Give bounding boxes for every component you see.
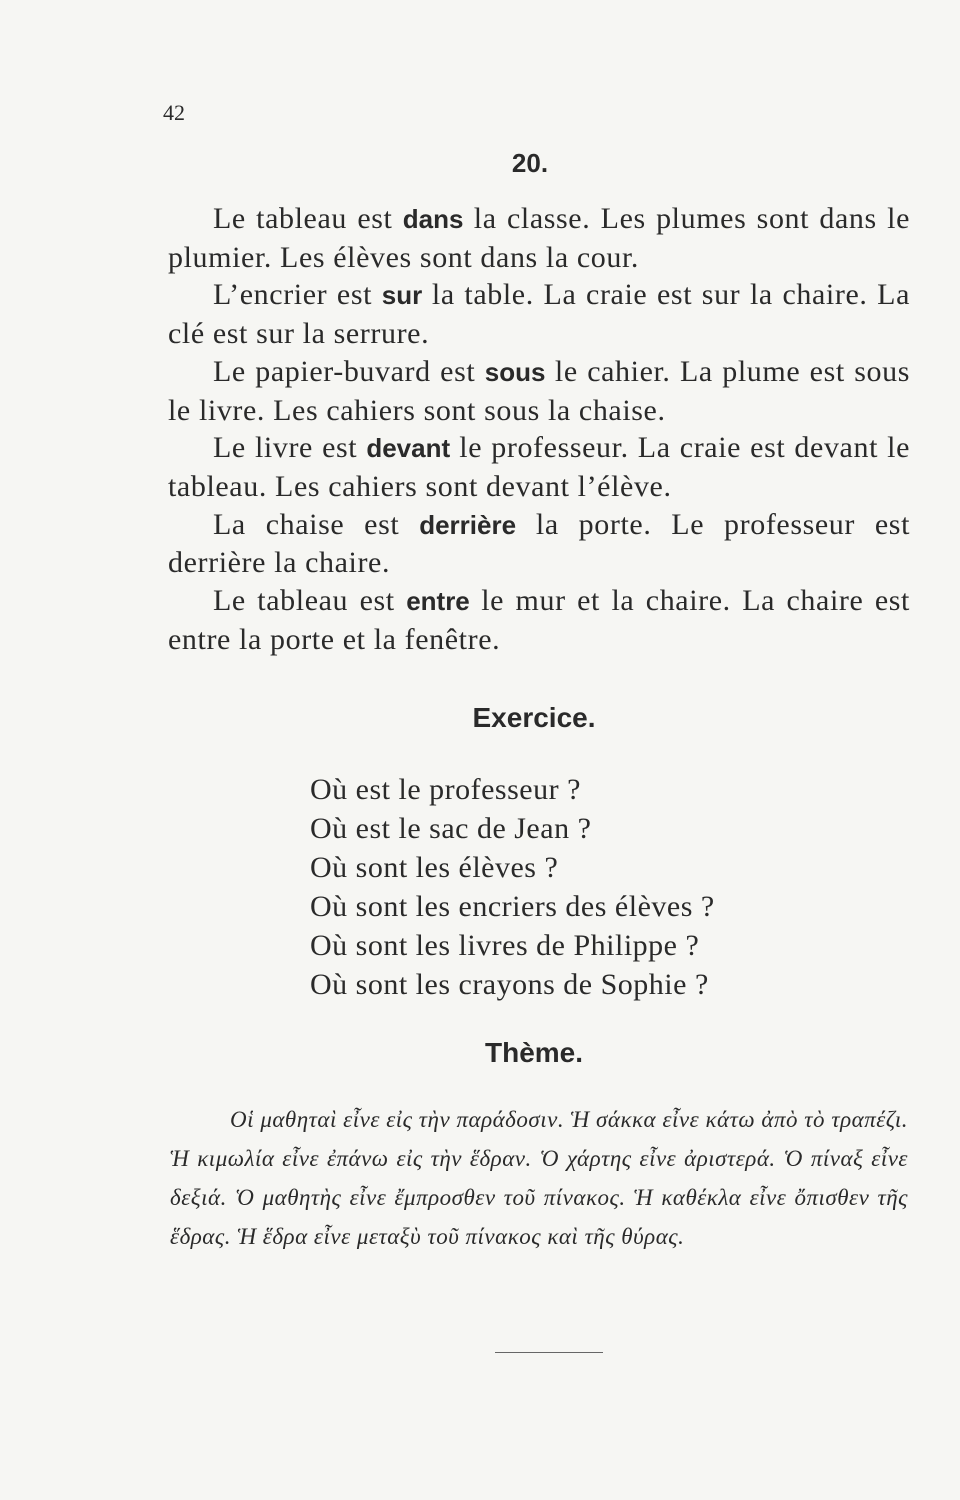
paragraph-text: La chaise est xyxy=(213,507,420,541)
theme-paragraph: Οἱ μαθηταὶ εἶνε εἰς τὴν παράδοσιν. Ἡ σάκκα εἶνε κάτω ἀπὸ τὸ τραπέζι. Ἡ κιμωλία εἶνε ἐπάνω εἰς τὴν ἕδραν. Ὁ χάρτης εἶνε ἀριστερά. Ὁ πίναξ εἶνε δεξιά. Ὁ μαθητὴς εἶνε ἔμπροσθεν τοῦ πίνακος. Ἡ καθέκλα εἶνε ὄπισθεν τῆς ἕδρας. Ἡ ἕδρα εἶνε μεταξὺ τοῦ πίνακος καὶ τῆς θύρας. xyxy=(170,1107,908,1249)
question-item: Où sont les crayons de Sophie ? xyxy=(310,968,709,1001)
lesson-paragraph xyxy=(168,276,910,352)
exercise-heading: Exercice. xyxy=(472,702,596,733)
lesson-number: 20. xyxy=(511,148,549,178)
lesson-paragraph xyxy=(168,582,910,658)
lesson-paragraph xyxy=(168,429,910,505)
paragraph-text: la porte. Le professeur est derrière la chaire. xyxy=(168,507,910,580)
preposition-keyword: entre xyxy=(406,586,470,617)
preposition-keyword: derrière xyxy=(419,509,517,540)
question-item: Où est le professeur ? xyxy=(310,773,581,806)
paragraph-text: la table. La craie est sur la chaire. La clé est sur la serrure. xyxy=(168,278,910,351)
lesson-paragraph xyxy=(168,200,910,276)
paragraph-text: Le livre est xyxy=(213,431,367,465)
theme-heading: Thème. xyxy=(484,1037,584,1068)
question-list xyxy=(310,770,715,1004)
paragraph-text: L’encrier est xyxy=(213,278,382,312)
question-item: Où sont les livres de Philippe ? xyxy=(310,929,700,962)
question-item: Où est le sac de Jean ? xyxy=(310,812,592,845)
preposition-keyword: sous xyxy=(484,356,546,387)
theme-text xyxy=(170,1100,908,1256)
paragraph-text: la classe. Les plumes sont dans le plumier. Les élèves sont dans la cour. xyxy=(168,202,910,274)
lesson-paragraph xyxy=(168,506,910,582)
question-item: Où sont les élèves ? xyxy=(310,851,559,884)
page-number: 42 xyxy=(163,100,185,125)
paragraph-text: Le papier-buvard est xyxy=(213,354,485,388)
paragraph-text: le mur et la chaire. La chaire est entre la porte et la fenêtre. xyxy=(168,584,910,656)
paragraph-text: Le tableau est xyxy=(213,584,407,618)
preposition-keyword: dans xyxy=(402,204,464,234)
paragraph-text: le professeur. La craie est devant le tableau. Les cahiers sont devant l’élève. xyxy=(168,431,910,503)
question-item: Où sont les encriers des élèves ? xyxy=(310,890,715,923)
closing-rule xyxy=(495,1352,603,1353)
preposition-keyword: sur xyxy=(381,280,423,311)
paragraph-text: le cahier. La plume est sous le livre. Les cahiers sont sous la chaise. xyxy=(168,354,911,427)
paragraph-text: Le tableau est xyxy=(213,202,403,235)
preposition-keyword: devant xyxy=(366,433,451,464)
lesson-paragraph xyxy=(168,353,910,429)
lesson-text xyxy=(168,200,910,658)
